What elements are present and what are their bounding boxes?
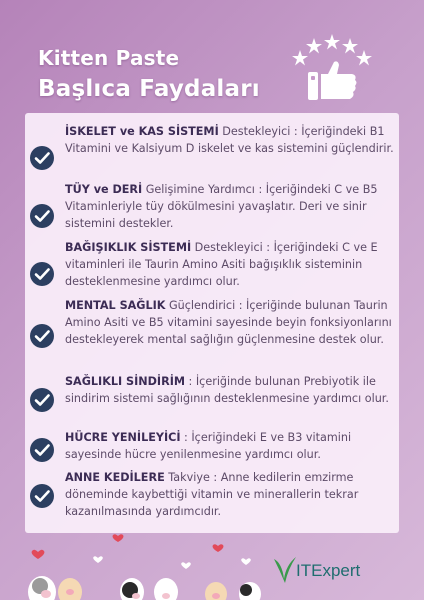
title-line-2: Başlıca Faydaları <box>38 76 260 102</box>
thumbs-up-icon <box>321 61 357 99</box>
cat-paw-icon <box>239 582 261 600</box>
brand-logo-text <box>296 561 360 581</box>
heart-icon <box>181 562 191 569</box>
benefits-panel <box>25 113 399 533</box>
cat-paw-icon <box>58 578 82 600</box>
star-icon <box>324 34 340 50</box>
check-circle-icon <box>29 261 55 287</box>
check-circle-icon <box>29 323 55 349</box>
cat-paw-icon <box>120 578 144 600</box>
benefit-heading: TÜY ve DERİ <box>65 183 143 196</box>
title-line-1: Kitten Paste <box>38 46 180 70</box>
check-circle-icon <box>29 145 55 171</box>
cat-paw-icon <box>205 582 227 600</box>
benefit-text <box>65 429 401 463</box>
star-icon <box>342 38 358 54</box>
benefit-text <box>65 373 401 407</box>
heart-icon <box>32 550 45 559</box>
check-circle-icon <box>29 483 55 509</box>
star-icon <box>306 38 322 54</box>
benefit-text <box>65 181 401 232</box>
heart-icon <box>241 558 251 565</box>
benefit-description: Güçlendirici : İçeriğinde bulunan Taurin Amino Asiti ve B5 vitamini sayesinde beyin fonksiyonlarını destekleyerek mental sağlığın güçlenmesine destek olur. <box>65 299 392 346</box>
benefit-description: Gelişimine Yardımcı : İçeriğindeki C ve B5 Vitaminleriyle tüy dökülmesini yavaşlatır. Deri ve sinir sistemini destekler. <box>65 183 378 230</box>
benefit-text <box>65 469 401 520</box>
check-circle-icon <box>29 387 55 413</box>
check-circle-icon <box>29 203 55 229</box>
cat-paw-icon <box>28 576 56 600</box>
benefit-heading: İSKELET ve KAS SİSTEMİ <box>65 125 219 138</box>
benefit-description: Takviye : Anne kedilerin emzirme döneminde kaybettiği vitamin ve minerallerin tekrar kazanılmasında yardımcıdır. <box>65 471 359 518</box>
heart-icon <box>93 556 103 563</box>
star-icon <box>292 50 308 66</box>
benefit-heading: HÜCRE YENİLEYİCİ <box>65 431 181 444</box>
rating-thumbs-up-icon <box>292 34 372 104</box>
heart-icon <box>113 534 124 542</box>
star-icon <box>356 50 372 66</box>
check-circle-icon <box>29 437 55 463</box>
brand-name: ITExpert <box>296 561 361 580</box>
header <box>38 46 260 102</box>
benefit-heading: ANNE KEDİLERE <box>65 471 165 484</box>
benefit-heading: BAĞIŞIKLIK SİSTEMİ <box>65 241 192 254</box>
benefit-description: Destekleyici : İçeriğindeki B1 Vitamini ve Kalsiyum D iskelet ve kas sistemini güçlendirir. <box>65 125 394 155</box>
benefit-text <box>65 123 401 157</box>
leaf-v-icon <box>274 557 296 583</box>
benefit-description: : İçeriğinde bulunan Prebiyotik ile sindirim sistemi sağlığının desteklenmesine yardımcı olur. <box>65 375 389 405</box>
benefit-heading: MENTAL SAĞLIK <box>65 299 166 312</box>
benefit-description: : İçeriğindeki E ve B3 vitamini sayesinde hücre yenilenmesine yardımcı olur. <box>65 431 352 461</box>
benefit-text <box>65 239 401 290</box>
heart-icon <box>213 544 224 552</box>
benefit-heading: SAĞLIKLI SİNDİRİM <box>65 375 185 388</box>
benefit-description: Destekleyici : İçeriğindeki C ve E vitaminleri ile Taurin Amino Asiti bağışıklık sisteminin desteklenmesine yardımcı olur. <box>65 241 378 288</box>
benefit-text <box>65 297 401 348</box>
cat-paw-icon <box>154 578 178 600</box>
